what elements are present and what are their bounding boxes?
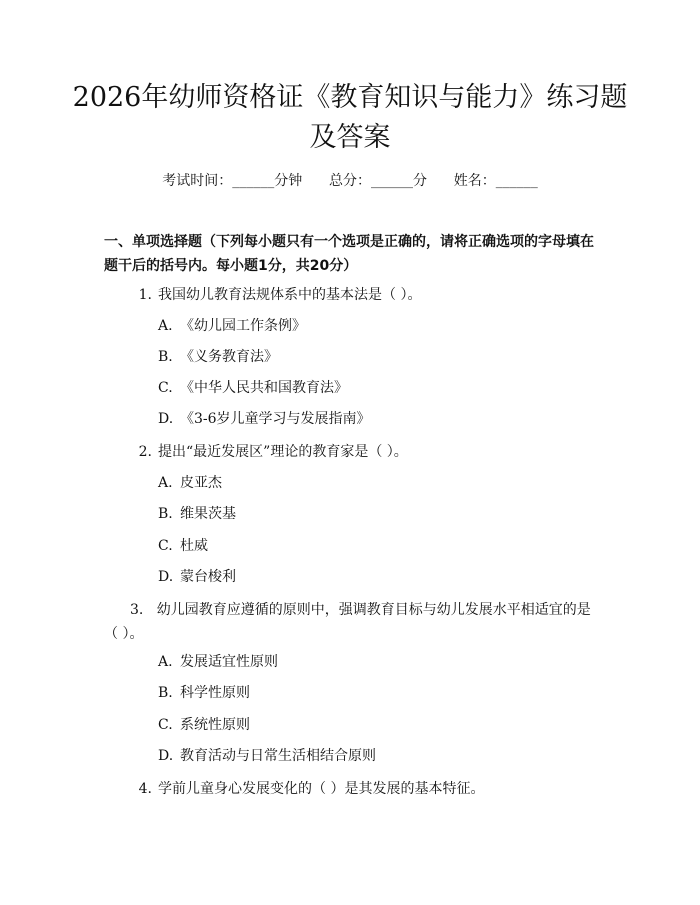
option-letter: A. (158, 475, 173, 491)
option-3a (158, 652, 278, 672)
option-1a (158, 316, 306, 336)
option-3d (158, 746, 376, 766)
option-letter: A. (158, 318, 173, 334)
option-text: 《幼儿园工作条例》 (180, 318, 306, 334)
option-2d (158, 567, 236, 587)
option-letter: B. (158, 506, 173, 522)
option-1c (158, 378, 348, 398)
exam-info-line: 考试时间：______分钟 总分：______分 姓名：______ (162, 173, 538, 189)
question-number: 2. (138, 444, 152, 460)
option-1d (158, 409, 371, 429)
option-3b (158, 683, 250, 703)
option-letter: D. (158, 411, 174, 427)
question-text: 我国幼儿教育法规体系中的基本法是（ ）。 (158, 287, 422, 303)
document-title: 2026年幼师资格证《教育知识与能力》练习题及答案 (72, 82, 628, 153)
question-number: 3. (130, 602, 144, 618)
option-3c (158, 715, 250, 735)
question-number: 1. (138, 287, 152, 303)
question-3 (104, 598, 594, 646)
question-4 (104, 777, 594, 801)
option-letter: D. (158, 569, 174, 585)
option-letter: D. (158, 748, 174, 764)
option-text: 《中华人民共和国教育法》 (180, 380, 348, 396)
question-text: 学前儿童身心发展变化的（ ）是其发展的基本特征。 (158, 781, 485, 797)
option-text: 杜威 (180, 538, 208, 554)
option-letter: B. (158, 349, 173, 365)
option-letter: C. (158, 538, 173, 554)
option-text: 发展适宜性原则 (180, 654, 278, 670)
option-2c (158, 536, 208, 556)
option-1b (158, 347, 278, 367)
question-number: 4. (138, 781, 152, 797)
question-text: 提出“最近发展区”理论的教育家是（ ）。 (158, 444, 408, 460)
option-2a (158, 473, 222, 493)
option-text: 科学性原则 (180, 685, 250, 701)
question-2 (104, 440, 594, 464)
option-2b (158, 504, 236, 524)
option-text: 教育活动与日常生活相结合原则 (180, 748, 376, 764)
option-text: 系统性原则 (180, 717, 250, 733)
option-letter: C. (158, 717, 173, 733)
option-text: 蒙台梭利 (180, 569, 236, 585)
option-text: 《3-6岁儿童学习与发展指南》 (180, 411, 371, 427)
section-heading: 一、单项选择题（下列每小题只有一个选项是正确的，请将正确选项的字母填在题干后的括号内。每小题1分，共20分） (104, 234, 594, 274)
option-text: 皮亚杰 (180, 475, 222, 491)
option-letter: C. (158, 380, 173, 396)
question-text: 幼儿园教育应遵循的原则中，强调教育目标与幼儿发展水平相适宜的是（ ）。 (104, 602, 591, 642)
option-letter: B. (158, 685, 173, 701)
option-text: 《义务教育法》 (180, 349, 278, 365)
question-1 (104, 283, 594, 307)
option-letter: A. (158, 654, 173, 670)
option-text: 维果茨基 (180, 506, 236, 522)
